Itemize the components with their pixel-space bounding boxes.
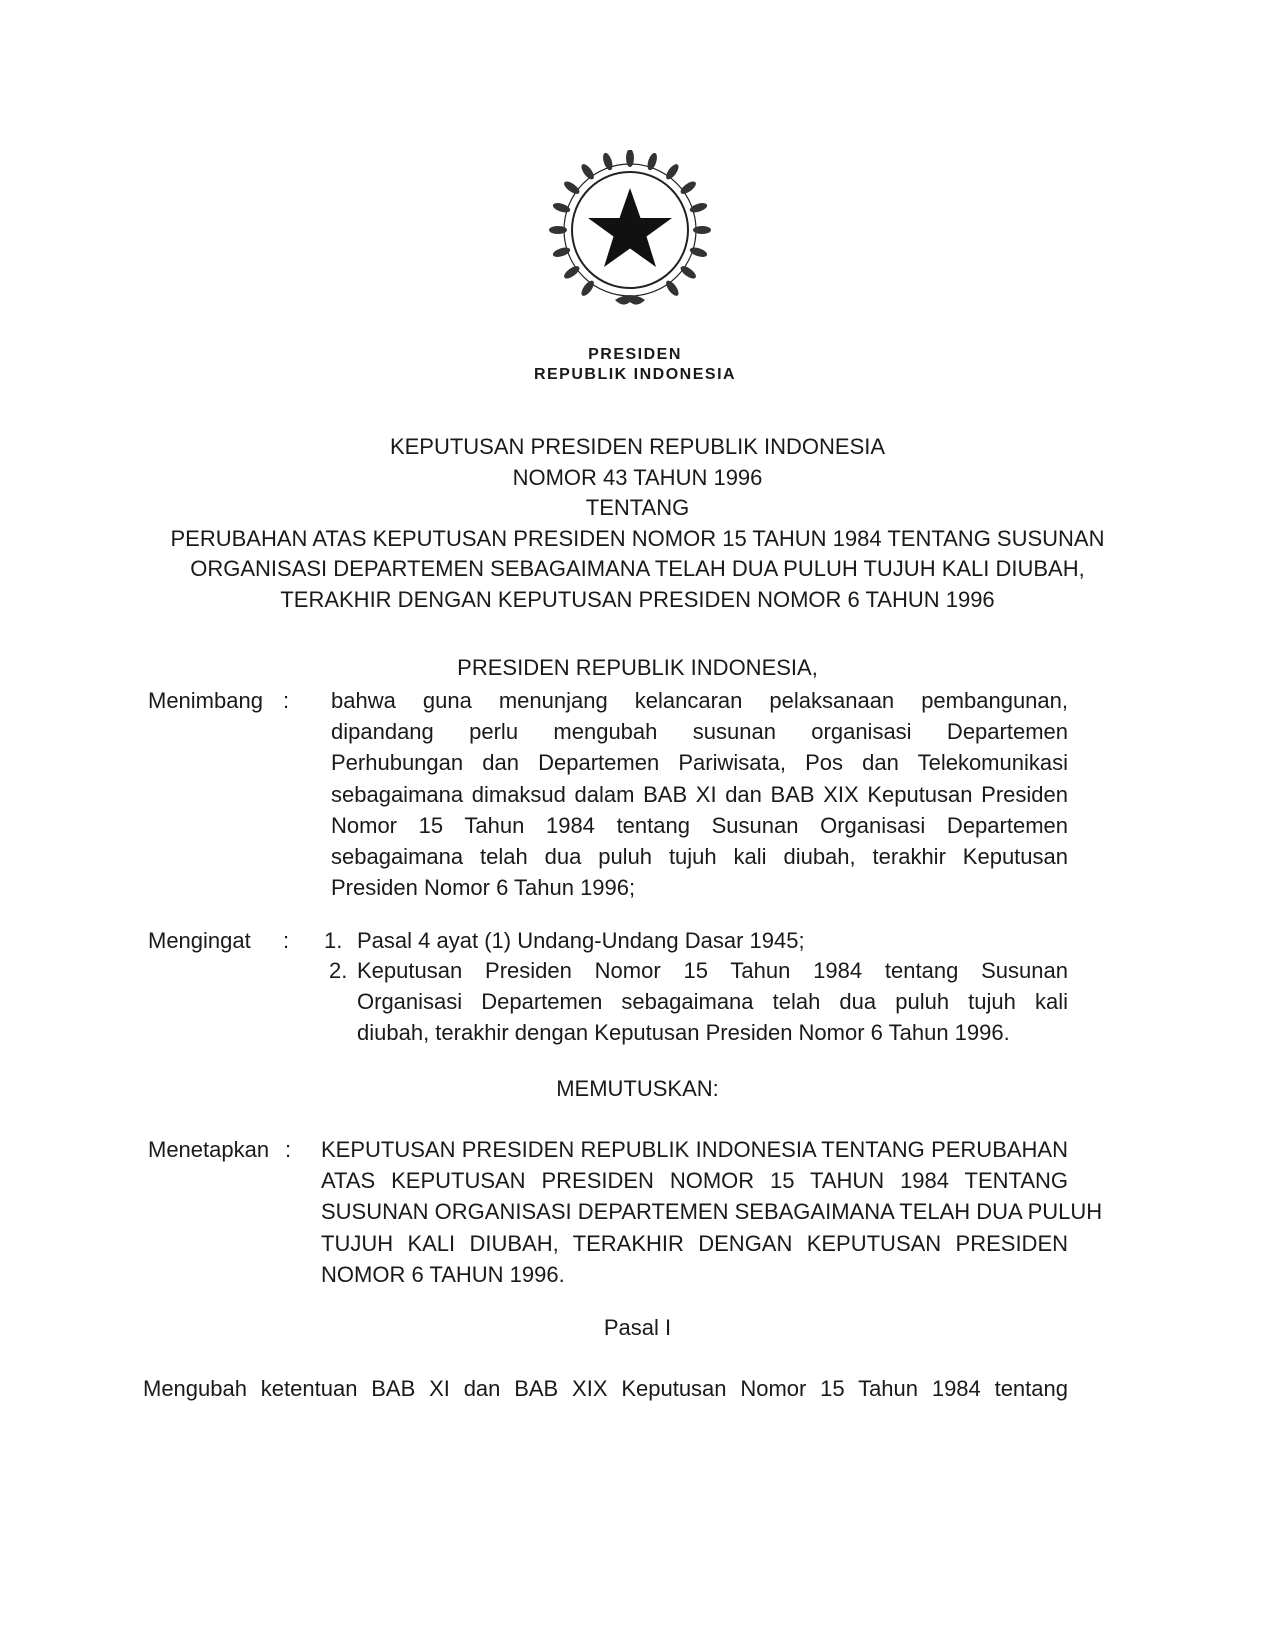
menetapkan-line: TUJUH KALI DIUBAH, TERAKHIR DENGAN KEPUTUSAN PRESIDEN [321,1230,1068,1256]
mengingat-item-2-number: 2. [329,958,348,983]
pasal-heading: Pasal I [603,1315,672,1340]
mengingat-label: Mengingat [148,928,251,953]
caption-presiden: PRESIDEN [588,346,682,363]
menetapkan-text [321,1134,1103,1290]
title-line-6: TERAKHIR DENGAN KEPUTUSAN PRESIDEN NOMOR 6 TAHUN 1996 [280,586,995,612]
menimbang-line: dipandang perlu mengubah susunan organisasi Departemen [331,719,1068,745]
caption-republik-indonesia: REPUBLIK INDONESIA [533,366,737,383]
memutuskan-heading: MEMUTUSKAN: [556,1076,719,1101]
mengingat-item-1 [357,925,1068,956]
title-line-1: KEPUTUSAN PRESIDEN REPUBLIK INDONESIA [389,434,886,459]
emblem-caption [470,345,800,385]
menimbang-colon: : [283,688,290,713]
decree-title [100,432,1175,615]
menimbang-line: Perhubungan dan Departemen Pariwisata, Pos dan Telekomunikasi [331,750,1068,776]
title-line-4: PERUBAHAN ATAS KEPUTUSAN PRESIDEN NOMOR 15 TAHUN 1984 TENTANG SUSUNAN [170,525,1105,551]
body-paragraph [143,1373,1068,1404]
menetapkan-line: NOMOR 6 TAHUN 1996. [321,1261,565,1287]
title-line-2: NOMOR 43 TAHUN 1996 [512,464,763,490]
menetapkan-line: ATAS KEPUTUSAN PRESIDEN NOMOR 15 TAHUN 1984 TENTANG [321,1168,1068,1194]
title-line-5: ORGANISASI DEPARTEMEN SEBAGAIMANA TELAH DUA PULUH TUJUH KALI DIUBAH, [190,556,1085,581]
title-line-3: TENTANG [585,495,690,520]
menimbang-line: Nomor 15 Tahun 1984 tentang Susunan Organisasi Departemen [331,812,1068,838]
menetapkan-line: SUSUNAN ORGANISASI DEPARTEMEN SEBAGAIMANA TELAH DUA PULUH [321,1199,1103,1225]
menetapkan-label: Menetapkan [148,1137,270,1162]
mengingat-item-2-line: diubah, terakhir dengan Keputusan Presiden Nomor 6 Tahun 1996. [357,1020,1010,1046]
body-line: Mengubah ketentuan BAB XI dan BAB XIX Keputusan Nomor 15 Tahun 1984 tentang [143,1376,1068,1401]
presidential-emblem-icon [545,150,715,315]
mengingat-item-2-line: Organisasi Departemen sebagaimana telah dua puluh tujuh kali [357,989,1068,1015]
menimbang-text [331,685,1068,903]
mengingat-item-1-number: 1. [324,928,343,953]
mengingat-item-1-line: Pasal 4 ayat (1) Undang-Undang Dasar 1945; [357,928,805,953]
menetapkan-colon: : [285,1137,292,1162]
menimbang-line: sebagaimana dimaksud dalam BAB XI dan BAB XIX Keputusan Presiden [331,781,1068,807]
menimbang-line: sebagaimana telah dua puluh tujuh kali diubah, terakhir Keputusan [331,843,1068,869]
mengingat-item-2 [357,955,1068,1049]
menimbang-label: Menimbang [148,688,263,713]
menimbang-line: Presiden Nomor 6 Tahun 1996; [331,875,636,901]
mengingat-colon: : [283,928,290,953]
menetapkan-line: KEPUTUSAN PRESIDEN REPUBLIK INDONESIA TENTANG PERUBAHAN [321,1137,1068,1162]
mengingat-item-2-line: Keputusan Presiden Nomor 15 Tahun 1984 tentang Susunan [357,958,1068,983]
president-line: PRESIDEN REPUBLIK INDONESIA, [457,655,818,680]
menimbang-line: bahwa guna menunjang kelancaran pelaksanaan pembangunan, [331,688,1068,713]
